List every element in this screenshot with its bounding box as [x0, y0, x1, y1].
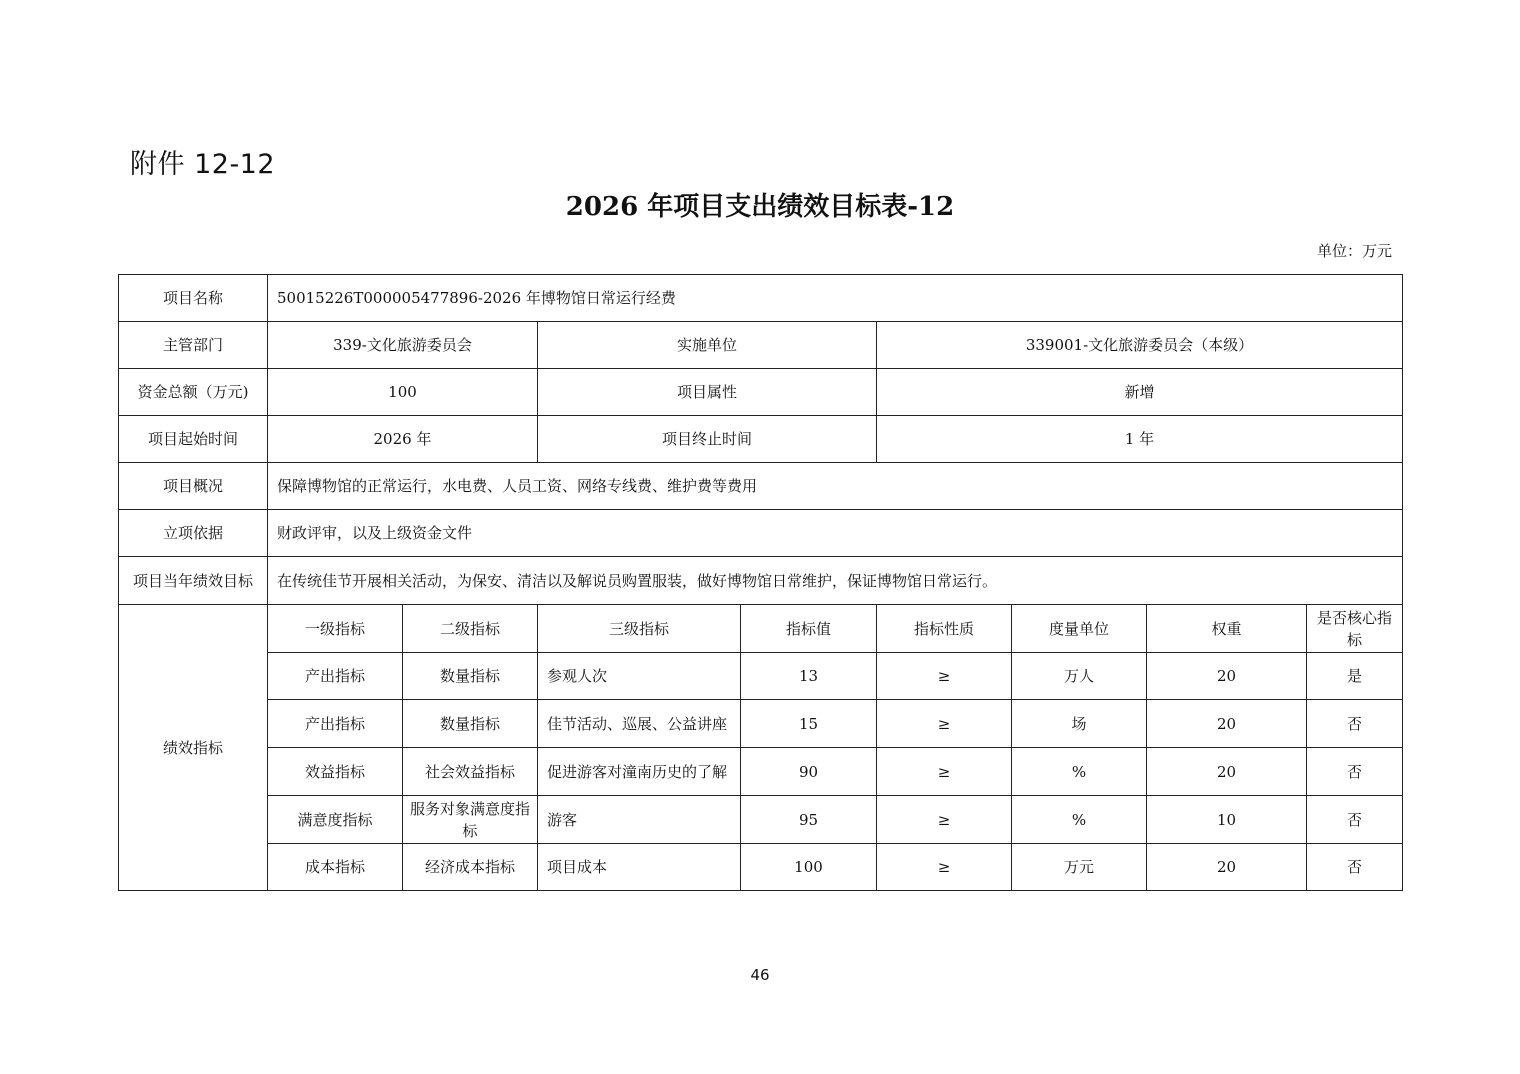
cell-level3: 项目成本 — [538, 844, 741, 891]
cell-level3: 佳节活动、巡展、公益讲座 — [538, 700, 741, 748]
cell-label-start-time: 项目起始时间 — [119, 416, 268, 463]
cell-level1: 成本指标 — [268, 844, 403, 891]
cell-weight: 20 — [1147, 844, 1307, 891]
cell-label-indicators: 绩效指标 — [119, 605, 268, 891]
cell-core: 否 — [1307, 844, 1403, 891]
cell-nature: ≥ — [877, 748, 1012, 796]
attachment-label: 附件 12-12 — [130, 149, 276, 180]
cell-label-basis: 立项依据 — [119, 510, 268, 557]
indicator-header-row — [119, 605, 1403, 653]
header-level1: 一级指标 — [268, 605, 403, 653]
row-annual-goal — [119, 557, 1403, 605]
cell-end-time: 1 年 — [877, 416, 1403, 463]
cell-start-time: 2026 年 — [268, 416, 538, 463]
row-department — [119, 322, 1403, 369]
cell-total-funding: 100 — [268, 369, 538, 416]
cell-nature: ≥ — [877, 700, 1012, 748]
cell-label-department: 主管部门 — [119, 322, 268, 369]
header-core: 是否核心指标 — [1307, 605, 1403, 653]
performance-target-table — [118, 274, 1403, 891]
cell-nature: ≥ — [877, 653, 1012, 700]
cell-value: 100 — [741, 844, 877, 891]
cell-label-implementing-unit: 实施单位 — [538, 322, 877, 369]
cell-core: 是 — [1307, 653, 1403, 700]
header-unit: 度量单位 — [1012, 605, 1147, 653]
cell-weight: 20 — [1147, 748, 1307, 796]
cell-label-annual-goal: 项目当年绩效目标 — [119, 557, 268, 605]
row-overview — [119, 463, 1403, 510]
cell-level2: 数量指标 — [403, 653, 538, 700]
cell-level1: 产出指标 — [268, 700, 403, 748]
row-period — [119, 416, 1403, 463]
cell-level2: 经济成本指标 — [403, 844, 538, 891]
indicator-row — [119, 796, 1403, 844]
cell-core: 否 — [1307, 700, 1403, 748]
cell-unit: 场 — [1012, 700, 1147, 748]
cell-basis: 财政评审，以及上级资金文件 — [268, 510, 1403, 557]
unit-label: 单位：万元 — [1316, 242, 1392, 260]
indicator-row — [119, 844, 1403, 891]
cell-weight: 20 — [1147, 653, 1307, 700]
header-weight: 权重 — [1147, 605, 1307, 653]
cell-nature: ≥ — [877, 796, 1012, 844]
header-value: 指标值 — [741, 605, 877, 653]
header-nature: 指标性质 — [877, 605, 1012, 653]
cell-value: 95 — [741, 796, 877, 844]
page-number: 46 — [750, 966, 770, 984]
cell-level2: 数量指标 — [403, 700, 538, 748]
cell-overview: 保障博物馆的正常运行，水电费、人员工资、网络专线费、维护费等费用 — [268, 463, 1403, 510]
cell-department: 339-文化旅游委员会 — [268, 322, 538, 369]
row-project-name — [119, 275, 1403, 322]
cell-level3: 参观人次 — [538, 653, 741, 700]
cell-implementing-unit: 339001-文化旅游委员会（本级） — [877, 322, 1403, 369]
cell-unit: 万人 — [1012, 653, 1147, 700]
cell-project-name: 50015226T000005477896-2026 年博物馆日常运行经费 — [268, 275, 1403, 322]
cell-weight: 10 — [1147, 796, 1307, 844]
cell-level3: 促进游客对潼南历史的了解 — [538, 748, 741, 796]
cell-label-overview: 项目概况 — [119, 463, 268, 510]
cell-nature: ≥ — [877, 844, 1012, 891]
indicator-row — [119, 653, 1403, 700]
cell-project-attribute: 新增 — [877, 369, 1403, 416]
document-title: 2026 年项目支出绩效目标表-12 — [565, 192, 955, 222]
cell-unit: 万元 — [1012, 844, 1147, 891]
cell-level2: 社会效益指标 — [403, 748, 538, 796]
indicator-row — [119, 748, 1403, 796]
cell-level3: 游客 — [538, 796, 741, 844]
cell-annual-goal: 在传统佳节开展相关活动，为保安、清洁以及解说员购置服装，做好博物馆日常维护，保证博物馆日常运行。 — [268, 557, 1403, 605]
cell-level2: 服务对象满意度指标 — [403, 796, 538, 844]
cell-label-end-time: 项目终止时间 — [538, 416, 877, 463]
row-basis — [119, 510, 1403, 557]
cell-unit: % — [1012, 796, 1147, 844]
cell-value: 13 — [741, 653, 877, 700]
indicator-row — [119, 700, 1403, 748]
cell-level1: 效益指标 — [268, 748, 403, 796]
cell-value: 90 — [741, 748, 877, 796]
header-level3: 三级指标 — [538, 605, 741, 653]
cell-label-project-name: 项目名称 — [119, 275, 268, 322]
cell-level1: 产出指标 — [268, 653, 403, 700]
cell-core: 否 — [1307, 796, 1403, 844]
header-level2: 二级指标 — [403, 605, 538, 653]
cell-label-total-funding: 资金总额（万元) — [119, 369, 268, 416]
cell-label-project-attribute: 项目属性 — [538, 369, 877, 416]
cell-level1: 满意度指标 — [268, 796, 403, 844]
cell-value: 15 — [741, 700, 877, 748]
cell-core: 否 — [1307, 748, 1403, 796]
cell-unit: % — [1012, 748, 1147, 796]
cell-weight: 20 — [1147, 700, 1307, 748]
row-funding — [119, 369, 1403, 416]
